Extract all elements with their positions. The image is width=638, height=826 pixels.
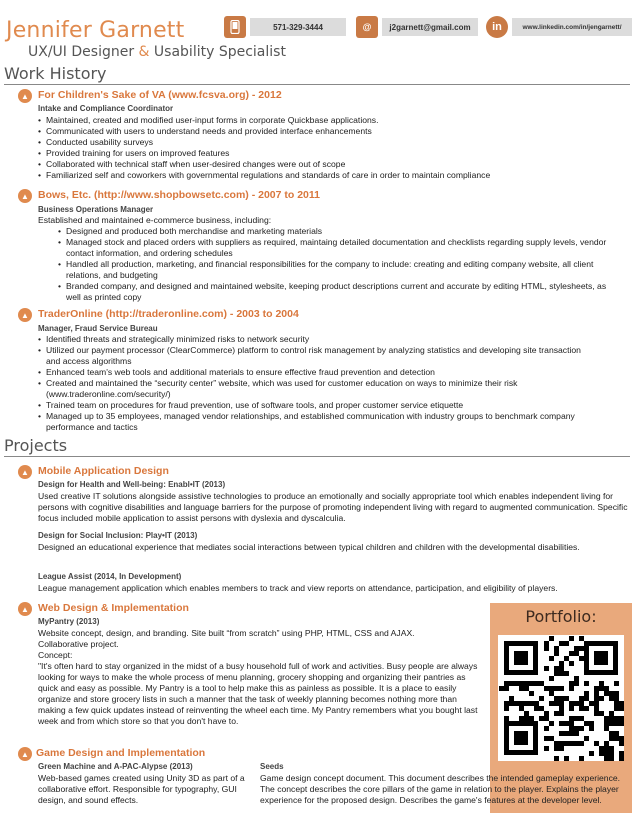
triangle-icon: ▲ (18, 189, 32, 203)
project-desc: Website concept, design, and branding. Site built “from scratch” using PHP, HTML, CSS and AJAX. (38, 628, 415, 638)
triangle-icon: ▲ (18, 602, 32, 616)
project-category-title: Web Design & Implementation (38, 602, 189, 614)
project-name: Design for Social Inclusion: Play•IT (2013) (38, 531, 198, 540)
qr-module (599, 746, 604, 751)
qr-module (569, 651, 574, 656)
project-name: Seeds (260, 762, 284, 771)
qr-module (574, 716, 579, 721)
qr-module (554, 746, 559, 751)
list-item: • Enhanced team's web tools and additional materials to ensure effective fraud prevention and detection (38, 367, 594, 378)
linkedin-icon: in (486, 16, 508, 38)
candidate-name: Jennifer Garnett (6, 18, 185, 43)
qr-module (519, 701, 524, 706)
qr-module (559, 741, 564, 746)
qr-module (549, 686, 554, 691)
qr-module (554, 696, 559, 701)
qr-module (509, 701, 514, 706)
qr-module (554, 671, 559, 676)
qr-module (574, 676, 579, 681)
qr-module (519, 716, 524, 721)
qr-module (539, 706, 544, 711)
qr-module (534, 701, 539, 706)
job-role: Business Operations Manager (38, 205, 154, 214)
qr-module (579, 756, 584, 761)
qr-module (609, 716, 614, 721)
qr-module (609, 721, 614, 726)
list-item: • Branded company, and designed and maintained website, keeping product descriptions current and accurate by editing HTML, stylesheets, as well as printed copy (58, 281, 608, 303)
qr-module (569, 721, 574, 726)
qr-module (529, 681, 534, 686)
qr-module (504, 681, 509, 686)
qr-module (614, 701, 619, 706)
project-name: Design for Health and Well-being: Enabl•IT (2013) (38, 480, 226, 489)
job-subtitle (28, 44, 286, 60)
qr-module (504, 716, 509, 721)
qr-module (504, 706, 509, 711)
qr-module (569, 731, 574, 736)
qr-module (569, 741, 574, 746)
qr-module (569, 661, 574, 666)
job-bullets (38, 115, 608, 181)
qr-module (594, 691, 599, 696)
job-role: Manager, Fraud Service Bureau (38, 324, 158, 333)
qr-module (599, 681, 604, 686)
list-item: • Collaborated with technical staff when user-desired changes were out of scope (38, 159, 608, 170)
qr-module (619, 741, 624, 746)
qr-module (584, 691, 589, 696)
qr-module (584, 681, 589, 686)
list-item: • Trained team on procedures for fraud prevention, use of software tools, and proper customer service etiquette (38, 400, 594, 411)
qr-module (559, 701, 564, 706)
qr-module (614, 696, 619, 701)
project-name: League Assist (2014, In Development) (38, 572, 182, 581)
qr-module (529, 716, 534, 721)
qr-module (524, 716, 529, 721)
qr-module (579, 726, 584, 731)
qr-module (574, 741, 579, 746)
qr-module (549, 636, 554, 641)
qr-module (619, 716, 624, 721)
job-role: Intake and Compliance Coordinator (38, 104, 174, 113)
qr-module (619, 701, 624, 706)
qr-module (594, 706, 599, 711)
qr-module (579, 716, 584, 721)
qr-module (549, 676, 554, 681)
qr-module (564, 656, 569, 661)
qr-module (614, 691, 619, 696)
qr-module (559, 641, 564, 646)
qr-module (574, 726, 579, 731)
qr-module (554, 741, 559, 746)
list-item: • Created and maintained the “security center” website, which was used for customer education on ways to minimize their risk (www.traderonline.com/security/) (38, 378, 594, 400)
qr-module (574, 681, 579, 686)
project-desc: Web-based games created using Unity 3D as part of a collaborative effort. Responsible for typography, GUI design, and sound effects. (38, 773, 245, 805)
qr-module (574, 731, 579, 736)
qr-module (554, 666, 559, 671)
qr-module (564, 696, 569, 701)
qr-module (609, 746, 614, 751)
triangle-icon: ▲ (18, 89, 32, 103)
qr-module (564, 756, 569, 761)
qr-module (524, 711, 529, 716)
project-desc: Used creative IT solutions alongside assistive technologies to produce an emotionally and socially appropriate tool which enables independent living for persons with cognitive disabilities and language barriers for the purpose of promoting independent living with regard to augmented communication. Specific focus included mobile application to assist persons with dyslexia and dyscalculia. (38, 491, 628, 523)
qr-module (609, 731, 614, 736)
portfolio-label: Portfolio: (525, 607, 597, 626)
phone-number[interactable]: 571-329-3444 (250, 18, 346, 36)
qr-module (559, 706, 564, 711)
qr-module (544, 726, 549, 731)
list-item: • Conducted usability surveys (38, 137, 608, 148)
qr-module (554, 646, 559, 651)
qr-module (604, 756, 609, 761)
project-desc: Concept: (38, 650, 73, 660)
qr-module (564, 731, 569, 736)
qr-module (549, 736, 554, 741)
list-item: • Maintained, created and modified user-input forms in corporate Quickbase applications. (38, 115, 608, 126)
qr-module (569, 636, 574, 641)
list-item: • Communicated with users to understand needs and provided interface enhancements (38, 126, 608, 137)
qr-module (539, 696, 544, 701)
list-item: • Utilized our payment processor (ClearCommerce) platform to control risk management by analyzing statistics and developing site transaction and access algorithms (38, 345, 594, 367)
email-address[interactable]: j2garnett@gmail.com (382, 18, 478, 36)
qr-module (504, 701, 509, 706)
qr-module (599, 711, 604, 716)
qr-module (579, 646, 584, 651)
qr-module (604, 716, 609, 721)
project-desc: Collaborative project. (38, 639, 119, 649)
qr-module (579, 706, 584, 711)
qr-module (594, 711, 599, 716)
qr-module (559, 696, 564, 701)
qr-module (559, 661, 564, 666)
qr-module (569, 726, 574, 731)
qr-module (589, 751, 594, 756)
qr-module (569, 686, 574, 691)
qr-module (619, 756, 624, 761)
qr-module (559, 671, 564, 676)
qr-module (534, 681, 539, 686)
qr-module (619, 706, 624, 711)
list-item: • Familiarized self and coworkers with governmental regulations and standards of care in order to maintain compliance (38, 170, 608, 181)
qr-module (544, 746, 549, 751)
qr-module (559, 666, 564, 671)
qr-module (529, 701, 534, 706)
qr-module (589, 721, 594, 726)
work-history-heading: Work History (4, 64, 107, 83)
section-divider (4, 456, 630, 457)
qr-module (509, 696, 514, 701)
qr-module (614, 721, 619, 726)
qr-module (564, 741, 569, 746)
qr-module (554, 686, 559, 691)
subtitle-part-a: UX/UI Designer (28, 44, 139, 60)
job-title: TraderOnline (http://traderonline.com) - 2003 to 2004 (38, 308, 299, 320)
qr-module (579, 636, 584, 641)
qr-module (614, 736, 619, 741)
qr-module (579, 701, 584, 706)
project-desc: Designed an educational experience that mediates social interactions between typical children and children with the developmental disabilities. (38, 542, 580, 552)
list-item: • Managed stock and placed orders with suppliers as required, maintaing detailed documentation and checklists regarding supply levels, vendor contact information, and ordering schedules (58, 237, 608, 259)
qr-module (554, 756, 559, 761)
project-name: Green Machine and A-PAC-Alypse (2013) (38, 762, 193, 771)
list-item: • Provided training for users on improved features (38, 148, 608, 159)
qr-module (514, 681, 519, 686)
qr-module (619, 736, 624, 741)
qr-module (574, 701, 579, 706)
email-icon: @ (356, 16, 378, 38)
qr-module (544, 641, 549, 646)
qr-module (554, 651, 559, 656)
qr-module (609, 711, 614, 716)
qr-module (614, 706, 619, 711)
qr-module (619, 721, 624, 726)
job-intro: Established and maintained e-commerce business, including: (38, 215, 272, 225)
qr-module (609, 691, 614, 696)
phone-icon (224, 16, 246, 38)
qr-module (599, 751, 604, 756)
qr-module (609, 751, 614, 756)
job-bullets (38, 334, 594, 433)
qr-module (599, 696, 604, 701)
qr-module (559, 746, 564, 751)
qr-module (584, 706, 589, 711)
qr-module (604, 746, 609, 751)
job-title: Bows, Etc. (http://www.shopbowsetc.com) - 2007 to 2011 (38, 189, 320, 201)
qr-module (544, 716, 549, 721)
qr-module (544, 686, 549, 691)
triangle-icon: ▲ (18, 747, 32, 761)
qr-module (609, 736, 614, 741)
qr-module (604, 686, 609, 691)
qr-module (519, 706, 524, 711)
qr-module (524, 681, 529, 686)
qr-module (539, 681, 544, 686)
qr-module (614, 681, 619, 686)
qr-module (614, 731, 619, 736)
qr-module (579, 741, 584, 746)
project-desc: League management application which enables members to track and view reports on attendance, participation, and eligibility of players. (38, 583, 558, 593)
qr-module (614, 716, 619, 721)
project-name: MyPantry (2013) (38, 617, 100, 626)
qr-module (514, 701, 519, 706)
qr-module (524, 701, 529, 706)
qr-module (509, 681, 514, 686)
job-title: For Children's Sake of VA (www.fcsva.org) - 2012 (38, 89, 282, 101)
project-category-title: Game Design and Implementation (36, 747, 206, 759)
qr-module (584, 736, 589, 741)
qr-module (544, 646, 549, 651)
qr-module (604, 721, 609, 726)
qr-module (549, 691, 554, 696)
qr-module (559, 721, 564, 726)
qr-module (544, 736, 549, 741)
qr-module (594, 741, 599, 746)
qr-module (544, 666, 549, 671)
qr-module (604, 751, 609, 756)
list-item: • Managed up to 35 employees, managed vendor relationships, and established communication with industry groups to benchmark company performance and tactics (38, 411, 594, 433)
qr-module (589, 726, 594, 731)
qr-module (589, 701, 594, 706)
qr-module (564, 721, 569, 726)
qr-module (539, 716, 544, 721)
qr-module (594, 686, 599, 691)
qr-module (534, 706, 539, 711)
qr-module (519, 681, 524, 686)
list-item: • Designed and produced both merchandise and marketing materials (58, 226, 608, 237)
project-desc: "It's often hard to stay organized in the midst of a busy household full of work and activities. Busy people are always looking for ways to make the whole process of menu planning, grocery shopping and organizing their pantries as quick and easy as possible. My Pantry is a tool to help make this as painless as possible. It is a place to easily organize and store grocery lists in such a manner that the task of weekly planning becomes nothing more than making a few quick updates instead of reinventing the wheel each time. My Pantry remembers what you bought last week and from which store so that you don't have to. (38, 661, 478, 726)
qr-module (584, 696, 589, 701)
qr-module (554, 711, 559, 716)
qr-code-icon[interactable] (498, 635, 624, 761)
qr-module (594, 696, 599, 701)
qr-module (594, 701, 599, 706)
qr-module (574, 651, 579, 656)
qr-module (504, 686, 509, 691)
project-desc: Game design concept document. This document describes the intended gameplay experience. The concept describes the core pillars of the game in relation to the player. Explains the player experience for the proposed design. Describes the game's features at the developer level. (260, 773, 621, 805)
qr-module (599, 686, 604, 691)
qr-module (499, 686, 504, 691)
job-bullets (58, 226, 608, 303)
triangle-icon: ▲ (18, 465, 32, 479)
qr-module (524, 686, 529, 691)
qr-module (559, 711, 564, 716)
qr-module (549, 721, 554, 726)
qr-module (579, 696, 584, 701)
qr-module (559, 686, 564, 691)
qr-module (579, 656, 584, 661)
qr-module (619, 751, 624, 756)
qr-module (609, 756, 614, 761)
qr-module (544, 711, 549, 716)
qr-module (519, 686, 524, 691)
qr-module (549, 701, 554, 706)
linkedin-url[interactable]: www.linkedin.com/in/jengarnett/ (512, 18, 632, 36)
triangle-icon: ▲ (18, 308, 32, 322)
qr-module (569, 701, 574, 706)
section-divider (4, 84, 630, 85)
qr-module (569, 681, 574, 686)
qr-module (529, 691, 534, 696)
qr-module (604, 741, 609, 746)
qr-module (554, 701, 559, 706)
qr-module (559, 731, 564, 736)
subtitle-ampersand: & (138, 44, 150, 60)
list-item: • Identified threats and strategically minimized risks to network security (38, 334, 594, 345)
qr-module (574, 646, 579, 651)
list-item: • Handled all production, marketing, and financial responsibilities for the company to include: creating and editing company website, all client relations, and budgeting (58, 259, 608, 281)
qr-module (604, 726, 609, 731)
qr-module (564, 671, 569, 676)
qr-module (604, 691, 609, 696)
project-category-title: Mobile Application Design (38, 465, 169, 477)
projects-heading: Projects (4, 436, 68, 455)
subtitle-part-b: Usability Specialist (149, 44, 286, 60)
qr-module (549, 656, 554, 661)
qr-module (584, 721, 589, 726)
qr-module (564, 641, 569, 646)
qr-module (569, 706, 574, 711)
qr-module (569, 716, 574, 721)
qr-module (609, 696, 614, 701)
